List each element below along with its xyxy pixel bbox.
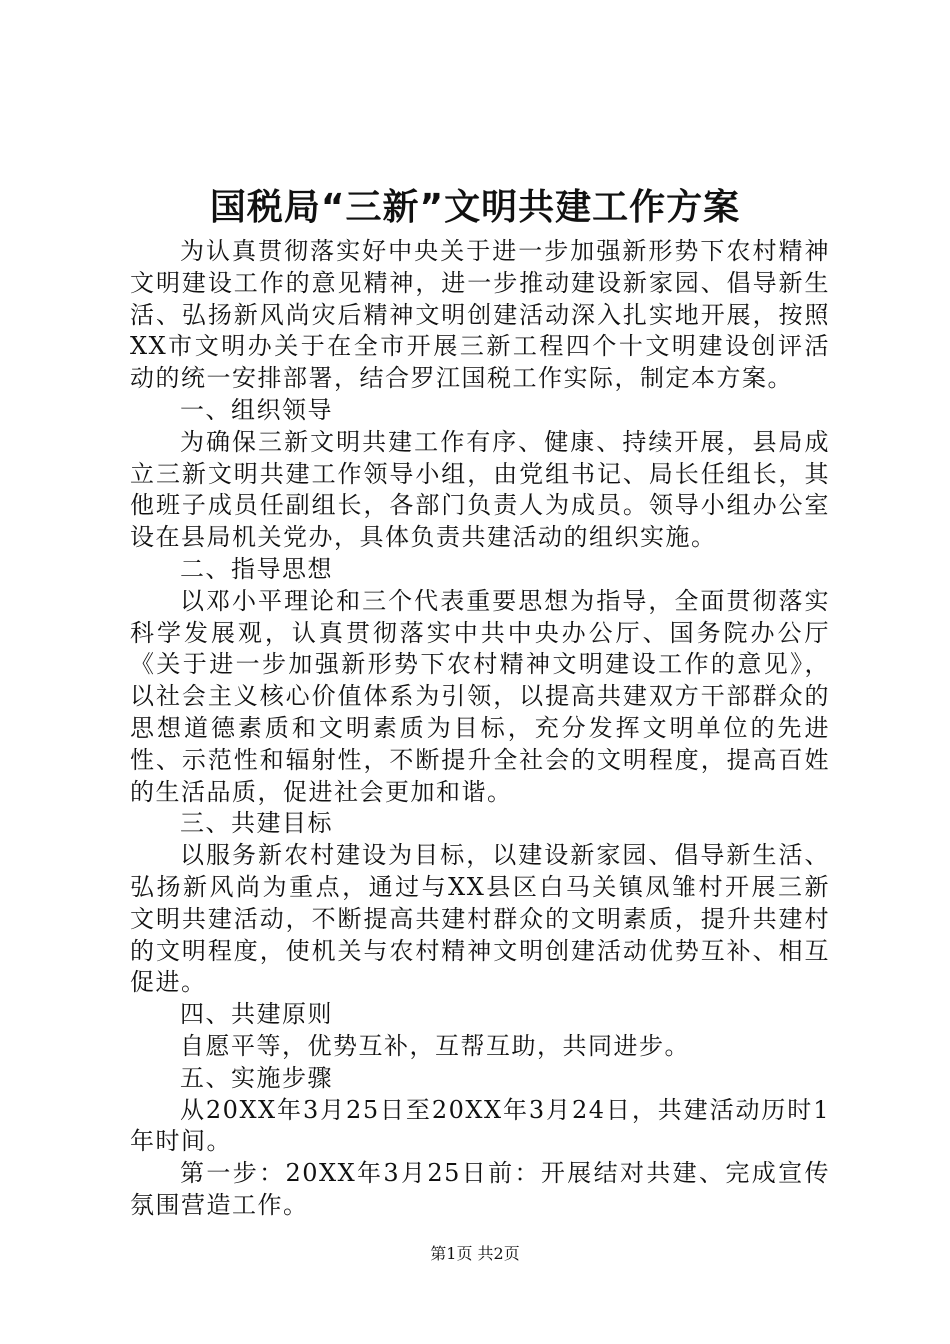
section-heading-steps: 五、实施步骤: [180, 1063, 333, 1092]
section-heading-organization: 一、组织领导: [180, 395, 333, 424]
paragraph-guiding-thought: 以邓小平理论和三个代表重要思想为指导，全面贯彻落实科学发展观，认真贯彻落实中共中央办公厅、国务院办公厅《关于进一步加强新形势下农村精神文明建设工作的意见》，以社会主义核心价值体系为引领，以提高共建双方干部群众的思想道德素质和文明素质为目标，充分发挥文明单位的先进性、示范性和辐射性，不断提升全社会的文明程度，提高百姓的生活品质，促进社会更加和谐。: [130, 586, 830, 806]
intro-paragraph: 为认真贯彻落实好中央关于进一步加强新形势下农村精神文明建设工作的意见精神，进一步推动建设新家园、倡导新生活、弘扬新风尚灾后精神文明创建活动深入扎实地开展，按照XX市文明办关于在全市开展三新工程四个十文明建设创评活动的统一安排部署，结合罗江国税工作实际，制定本方案。: [130, 237, 830, 393]
paragraph-step-one: 第一步：20XX年3月25日前：开展结对共建、完成宣传氛围营造工作。: [130, 1159, 830, 1219]
paragraph-goals: 以服务新农村建设为目标，以建设新家园、倡导新生活、弘扬新风尚为重点，通过与XX县区白马关镇凤雏村开展三新文明共建活动，不断提高共建村群众的文明素质，提升共建村的文明程度，使机关与农村精神文明创建活动优势互补、相互促进。: [130, 841, 830, 997]
paragraph-steps-duration: 从20XX年3月25日至20XX年3月24日，共建活动历时1年时间。: [130, 1095, 830, 1156]
section-heading-principles: 四、共建原则: [180, 1000, 333, 1029]
document-body: [130, 236, 830, 1222]
page-number-footer: 第1页 共2页: [430, 1244, 520, 1263]
paragraph-principles: 自愿平等，优势互补，互帮互助，共同进步。: [180, 1031, 690, 1060]
paragraph-organization: 为确保三新文明共建工作有序、健康、持续开展，县局成立三新文明共建工作领导小组，由党组书记、局长任组长，其他班子成员任副组长，各部门负责人为成员。领导小组办公室设在县局机关党办，具体负责共建活动的组织实施。: [130, 427, 830, 552]
section-heading-guiding-thought: 二、指导思想: [180, 554, 333, 583]
document-title: 国税局“三新”文明共建工作方案: [209, 187, 741, 228]
section-heading-goals: 三、共建目标: [180, 809, 333, 838]
